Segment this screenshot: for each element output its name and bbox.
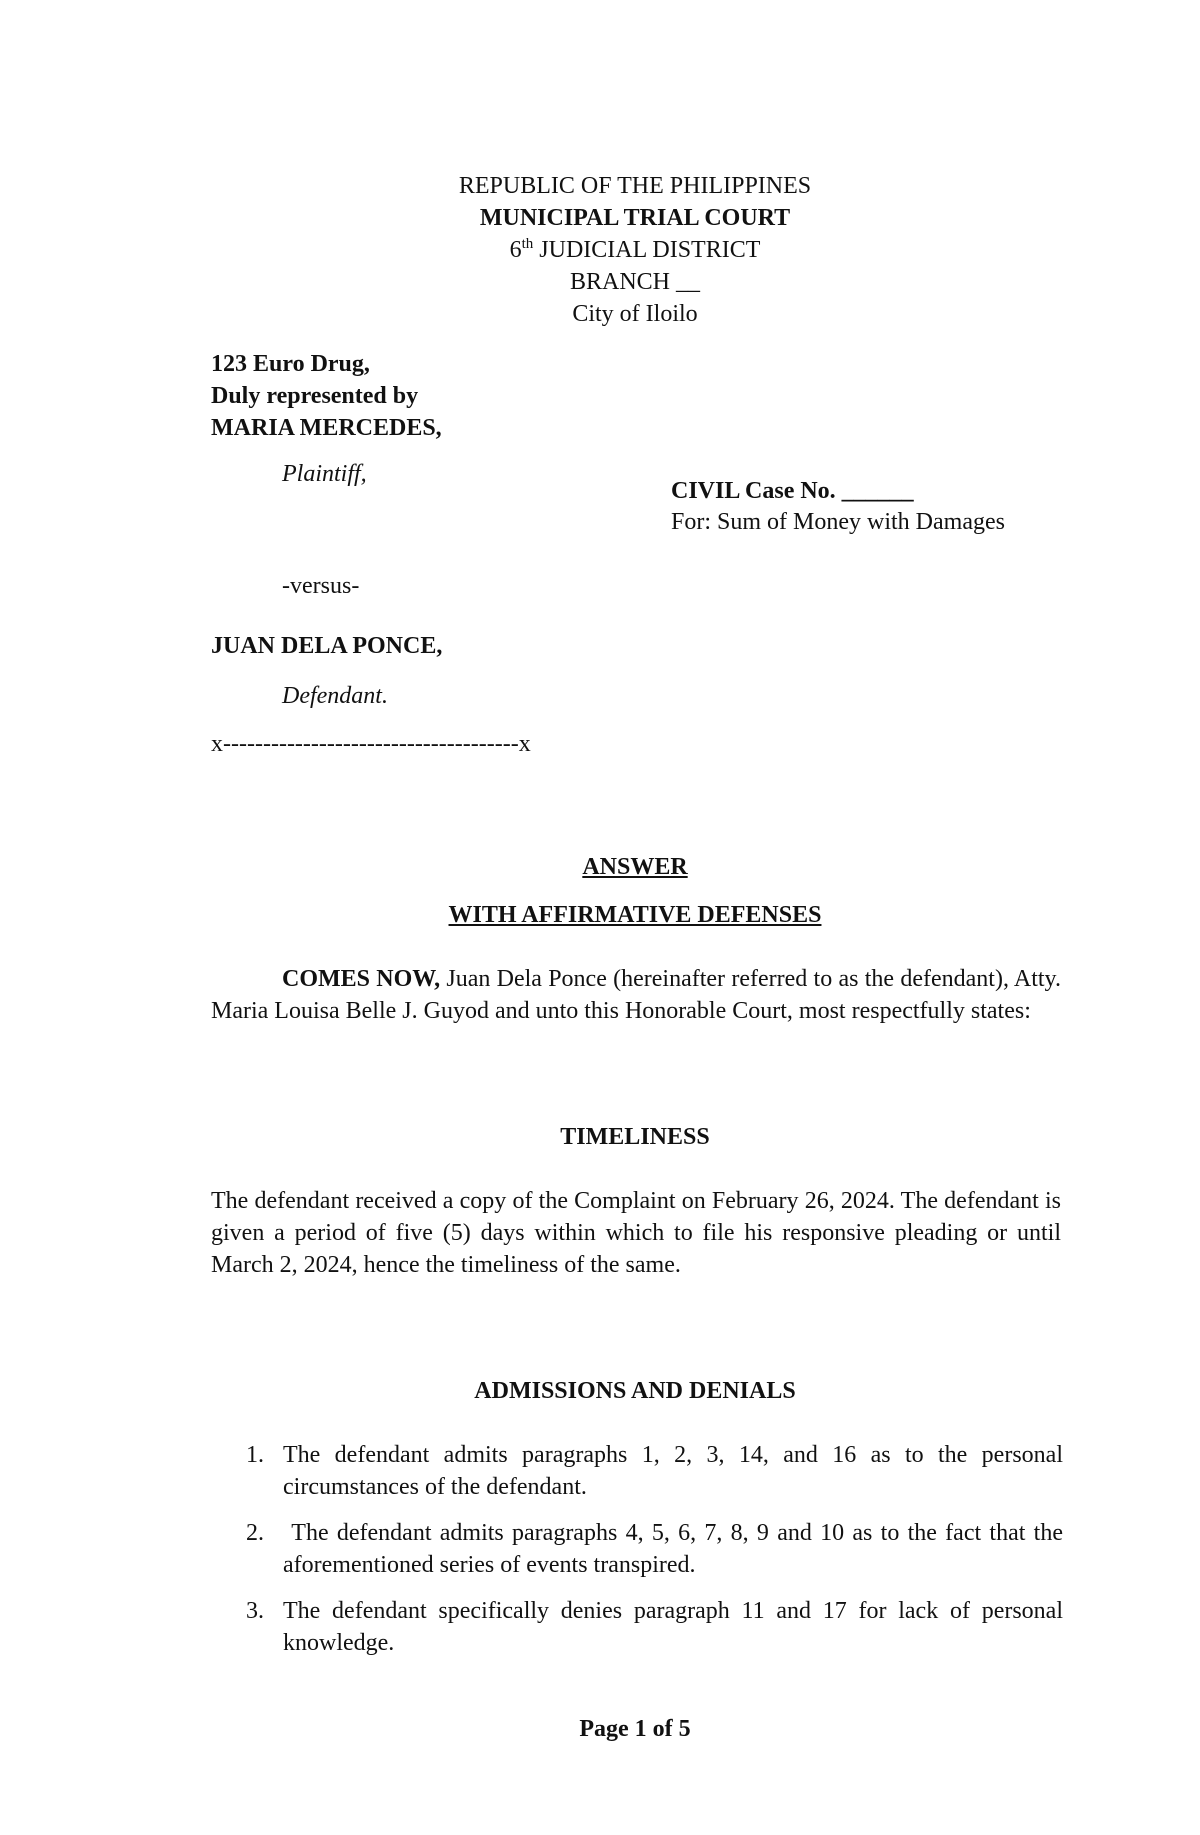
header-district	[210, 234, 1060, 266]
timeliness-paragraph: The defendant received a copy of the Complaint on February 26, 2024. The defendant is given a period of five (5) days within which to file his responsive pleading or until March 2, 2024, hence the timeliness of the same.	[211, 1188, 1061, 1278]
defendant-role: Defendant.	[282, 683, 388, 709]
case-nature: For: Sum of Money with Damages	[671, 509, 1005, 535]
page-number: Page 1 of 5	[579, 1716, 691, 1742]
list-item-number: 1.	[246, 1442, 264, 1468]
header-court: MUNICIPAL TRIAL COURT	[479, 205, 791, 231]
plaintiff-role: Plaintiff,	[282, 461, 367, 487]
header-republic: REPUBLIC OF THE PHILIPPINES	[458, 173, 812, 199]
versus-label: -versus-	[282, 573, 360, 599]
district-number: 6	[509, 237, 522, 263]
intro-paragraph	[211, 963, 1061, 1027]
intro-lead: COMES NOW,	[282, 966, 441, 992]
intro-text: Juan Dela Ponce (hereinafter referred to as the defendant), Atty. Maria Louisa Belle J. Guyod and unto this Honorable Court, most respectfully states:	[211, 966, 1061, 1024]
case-number: CIVIL Case No. ______	[671, 478, 914, 504]
list-item-text: The defendant admits paragraphs 1, 2, 3, 14, and 16 as to the personal circumstances of the defendant.	[283, 1442, 1063, 1500]
caption-separator: x-------------------------------------x	[211, 731, 531, 757]
admissions-heading: ADMISSIONS AND DENIALS	[474, 1378, 796, 1404]
district-label: JUDICIAL DISTRICT	[533, 237, 761, 263]
document-title: ANSWER	[582, 854, 688, 880]
document-subtitle: WITH AFFIRMATIVE DEFENSES	[448, 902, 822, 928]
plaintiff-name: 123 Euro Drug,	[211, 351, 370, 377]
timeliness-heading: TIMELINESS	[560, 1124, 710, 1150]
list-item-number: 3.	[246, 1598, 264, 1624]
plaintiff-represented: Duly represented by	[211, 383, 419, 409]
header-city: City of Iloilo	[572, 301, 698, 327]
header-branch: BRANCH __	[569, 269, 701, 295]
list-item-number: 2.	[246, 1520, 264, 1546]
plaintiff-representative: MARIA MERCEDES,	[211, 415, 442, 441]
defendant-name: JUAN DELA PONCE,	[211, 633, 443, 659]
district-suffix: th	[521, 236, 534, 252]
list-item-text: The defendant admits paragraphs 4, 5, 6, 7, 8, 9 and 10 as to the fact that the aforementioned series of events transpired.	[283, 1520, 1069, 1578]
list-item-text: The defendant specifically denies paragraph 11 and 17 for lack of personal knowledge.	[283, 1598, 1063, 1656]
